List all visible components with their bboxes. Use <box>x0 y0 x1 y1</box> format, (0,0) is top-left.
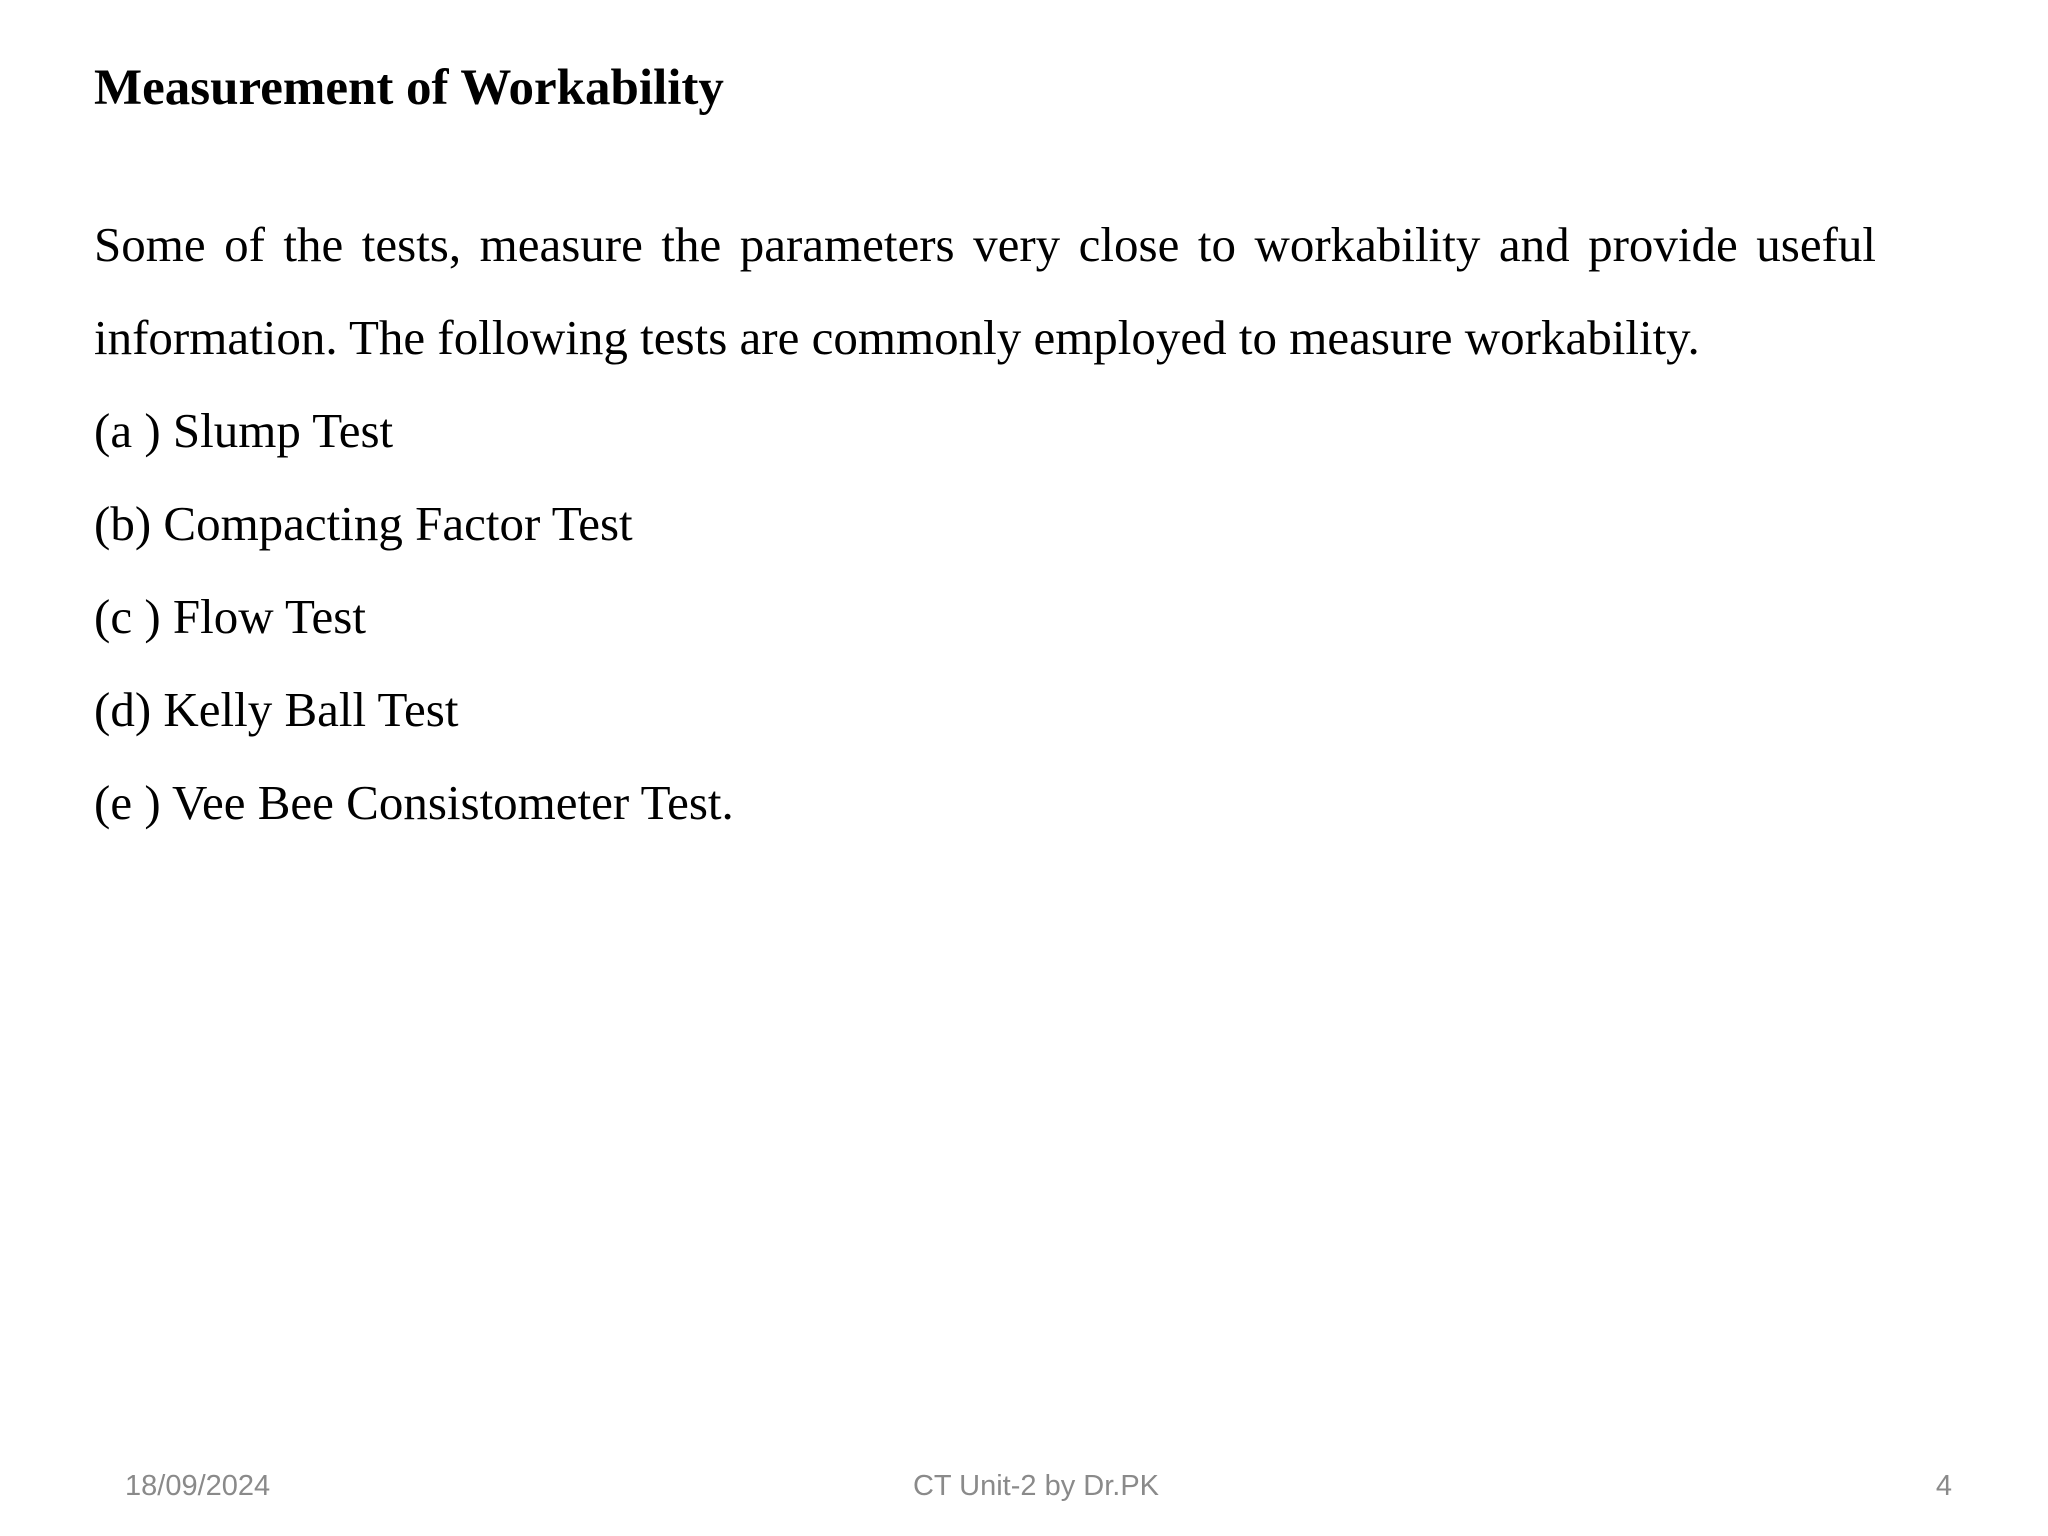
slide-body <box>94 198 1876 849</box>
list-item: (d) Kelly Ball Test <box>94 682 459 737</box>
list-item: (a ) Slump Test <box>94 403 394 458</box>
list-item: (e ) Vee Bee Consistometer Test. <box>94 775 734 830</box>
footer-title: CT Unit-2 by Dr.PK <box>912 1470 1160 1502</box>
intro-paragraph: Some of the tests, measure the parameters very close to workability and provide useful information. The following tests are commonly employed to measure workability. <box>94 217 1876 365</box>
slide-title: Measurement of Workability <box>94 60 724 116</box>
footer-date: 18/09/2024 <box>125 1470 271 1502</box>
list-item: (c ) Flow Test <box>94 589 366 644</box>
list-item: (b) Compacting Factor Test <box>94 496 633 551</box>
tests-list <box>94 384 1876 849</box>
page-number: 4 <box>1935 1470 1952 1502</box>
